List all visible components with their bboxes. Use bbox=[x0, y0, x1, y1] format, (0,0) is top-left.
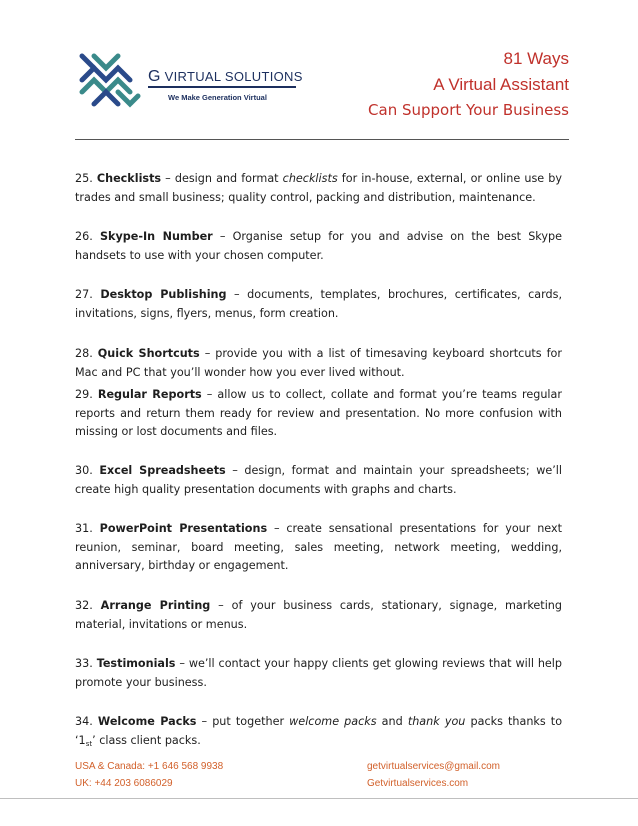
list-item-33 bbox=[75, 655, 562, 692]
list-item-32 bbox=[75, 597, 562, 634]
item-number: 32. bbox=[75, 599, 93, 612]
item-text: – of your business cards, stationary, signage, marketing material, invitations or menus. bbox=[75, 599, 562, 631]
item-text: – provide you with a list of timesaving keyboard shortcuts for Mac and PC that you’ll wonder how you ever lived without. bbox=[75, 347, 563, 379]
brand-initial: G bbox=[148, 68, 161, 85]
item-number: 28. bbox=[75, 347, 93, 360]
list-item-27 bbox=[75, 286, 562, 323]
brand-name-rest: VIRTUAL SOLUTIONS bbox=[164, 69, 303, 84]
item-number: 34. bbox=[75, 715, 93, 728]
item-number: 29. bbox=[75, 388, 93, 401]
footer-divider bbox=[0, 798, 638, 799]
list-item-28 bbox=[75, 345, 562, 382]
header-divider bbox=[75, 139, 569, 140]
item-title: Checklists bbox=[96, 172, 162, 185]
phone-us: USA & Canada: +1 646 568 9938 bbox=[75, 761, 224, 772]
email-link[interactable]: getvirtualservices@gmail.com bbox=[367, 761, 500, 772]
list-item-30 bbox=[75, 462, 562, 499]
item-text: – Organise setup for you and advise on the best Skype handsets to use with your chosen computer. bbox=[75, 230, 562, 262]
item-text: – allow us to collect, collate and format you’re teams regular reports and return them ready for review and presentation. No more confusion with missing or lost documents and files. bbox=[75, 388, 562, 438]
item-text: – put together bbox=[196, 715, 290, 728]
item-text: for in-house, external, or online use by trades and small business; quality control, packing and distribution, maintenance. bbox=[75, 172, 562, 204]
list-item-29 bbox=[75, 386, 562, 442]
item-emphasis: welcome packs bbox=[289, 715, 377, 728]
item-title: PowerPoint Presentations bbox=[99, 522, 268, 535]
phone-uk: UK: +44 203 6086029 bbox=[75, 778, 173, 789]
item-title: Welcome Packs bbox=[97, 715, 197, 728]
item-text: – documents, templates, brochures, certificates, cards, invitations, signs, flyers, menus, form creation. bbox=[75, 288, 563, 320]
footer-phones bbox=[75, 758, 223, 792]
item-title: Excel Spreadsheets bbox=[99, 464, 226, 477]
list-item-31 bbox=[75, 520, 562, 576]
item-text: – design, format and maintain your spreadsheets; we’ll create high quality presentation documents with graphs and charts. bbox=[75, 464, 563, 496]
item-text: and bbox=[376, 715, 408, 728]
item-number: 33. bbox=[75, 657, 93, 670]
item-number: 27. bbox=[75, 288, 93, 301]
title-line-2: A Virtual Assistant bbox=[433, 75, 569, 94]
item-title: Desktop Publishing bbox=[100, 288, 227, 301]
item-text: – design and format bbox=[161, 172, 283, 185]
item-title: Skype-In Number bbox=[99, 230, 213, 243]
item-number: 30. bbox=[75, 464, 93, 477]
item-text: – create sensational presentations for your next reunion, seminar, board meeting, sales meeting, network meeting, wedding, anniversary, birthday or engagement. bbox=[75, 522, 562, 572]
item-text: – we’ll contact your happy clients get glowing reviews that will help promote your business. bbox=[75, 657, 563, 689]
item-superscript: st bbox=[85, 739, 93, 748]
item-title: Quick Shortcuts bbox=[97, 347, 200, 360]
item-text: packs thanks to ‘1 bbox=[75, 715, 563, 747]
company-logo bbox=[76, 50, 146, 112]
item-title: Regular Reports bbox=[97, 388, 202, 401]
item-text: ’ class client packs. bbox=[92, 733, 201, 747]
item-number: 25. bbox=[75, 172, 93, 185]
item-title: Testimonials bbox=[96, 657, 176, 670]
title-line-1: 81 Ways bbox=[503, 49, 569, 68]
item-number: 31. bbox=[75, 522, 93, 535]
brand-tagline: We Make Generation Virtual bbox=[168, 93, 267, 102]
list-item-26 bbox=[75, 228, 562, 265]
item-number: 26. bbox=[75, 230, 93, 243]
item-emphasis: thank you bbox=[407, 715, 466, 728]
brand-name bbox=[148, 68, 303, 86]
title-line-3: Can Support Your Business bbox=[368, 101, 569, 119]
list-item-34 bbox=[75, 713, 562, 751]
list-item-25 bbox=[75, 170, 562, 207]
item-title: Arrange Printing bbox=[100, 599, 211, 612]
brand-underline bbox=[148, 86, 296, 88]
footer-contact bbox=[367, 758, 500, 792]
website-link[interactable]: Getvirtualservices.com bbox=[367, 778, 469, 789]
item-emphasis: checklists bbox=[282, 172, 338, 185]
